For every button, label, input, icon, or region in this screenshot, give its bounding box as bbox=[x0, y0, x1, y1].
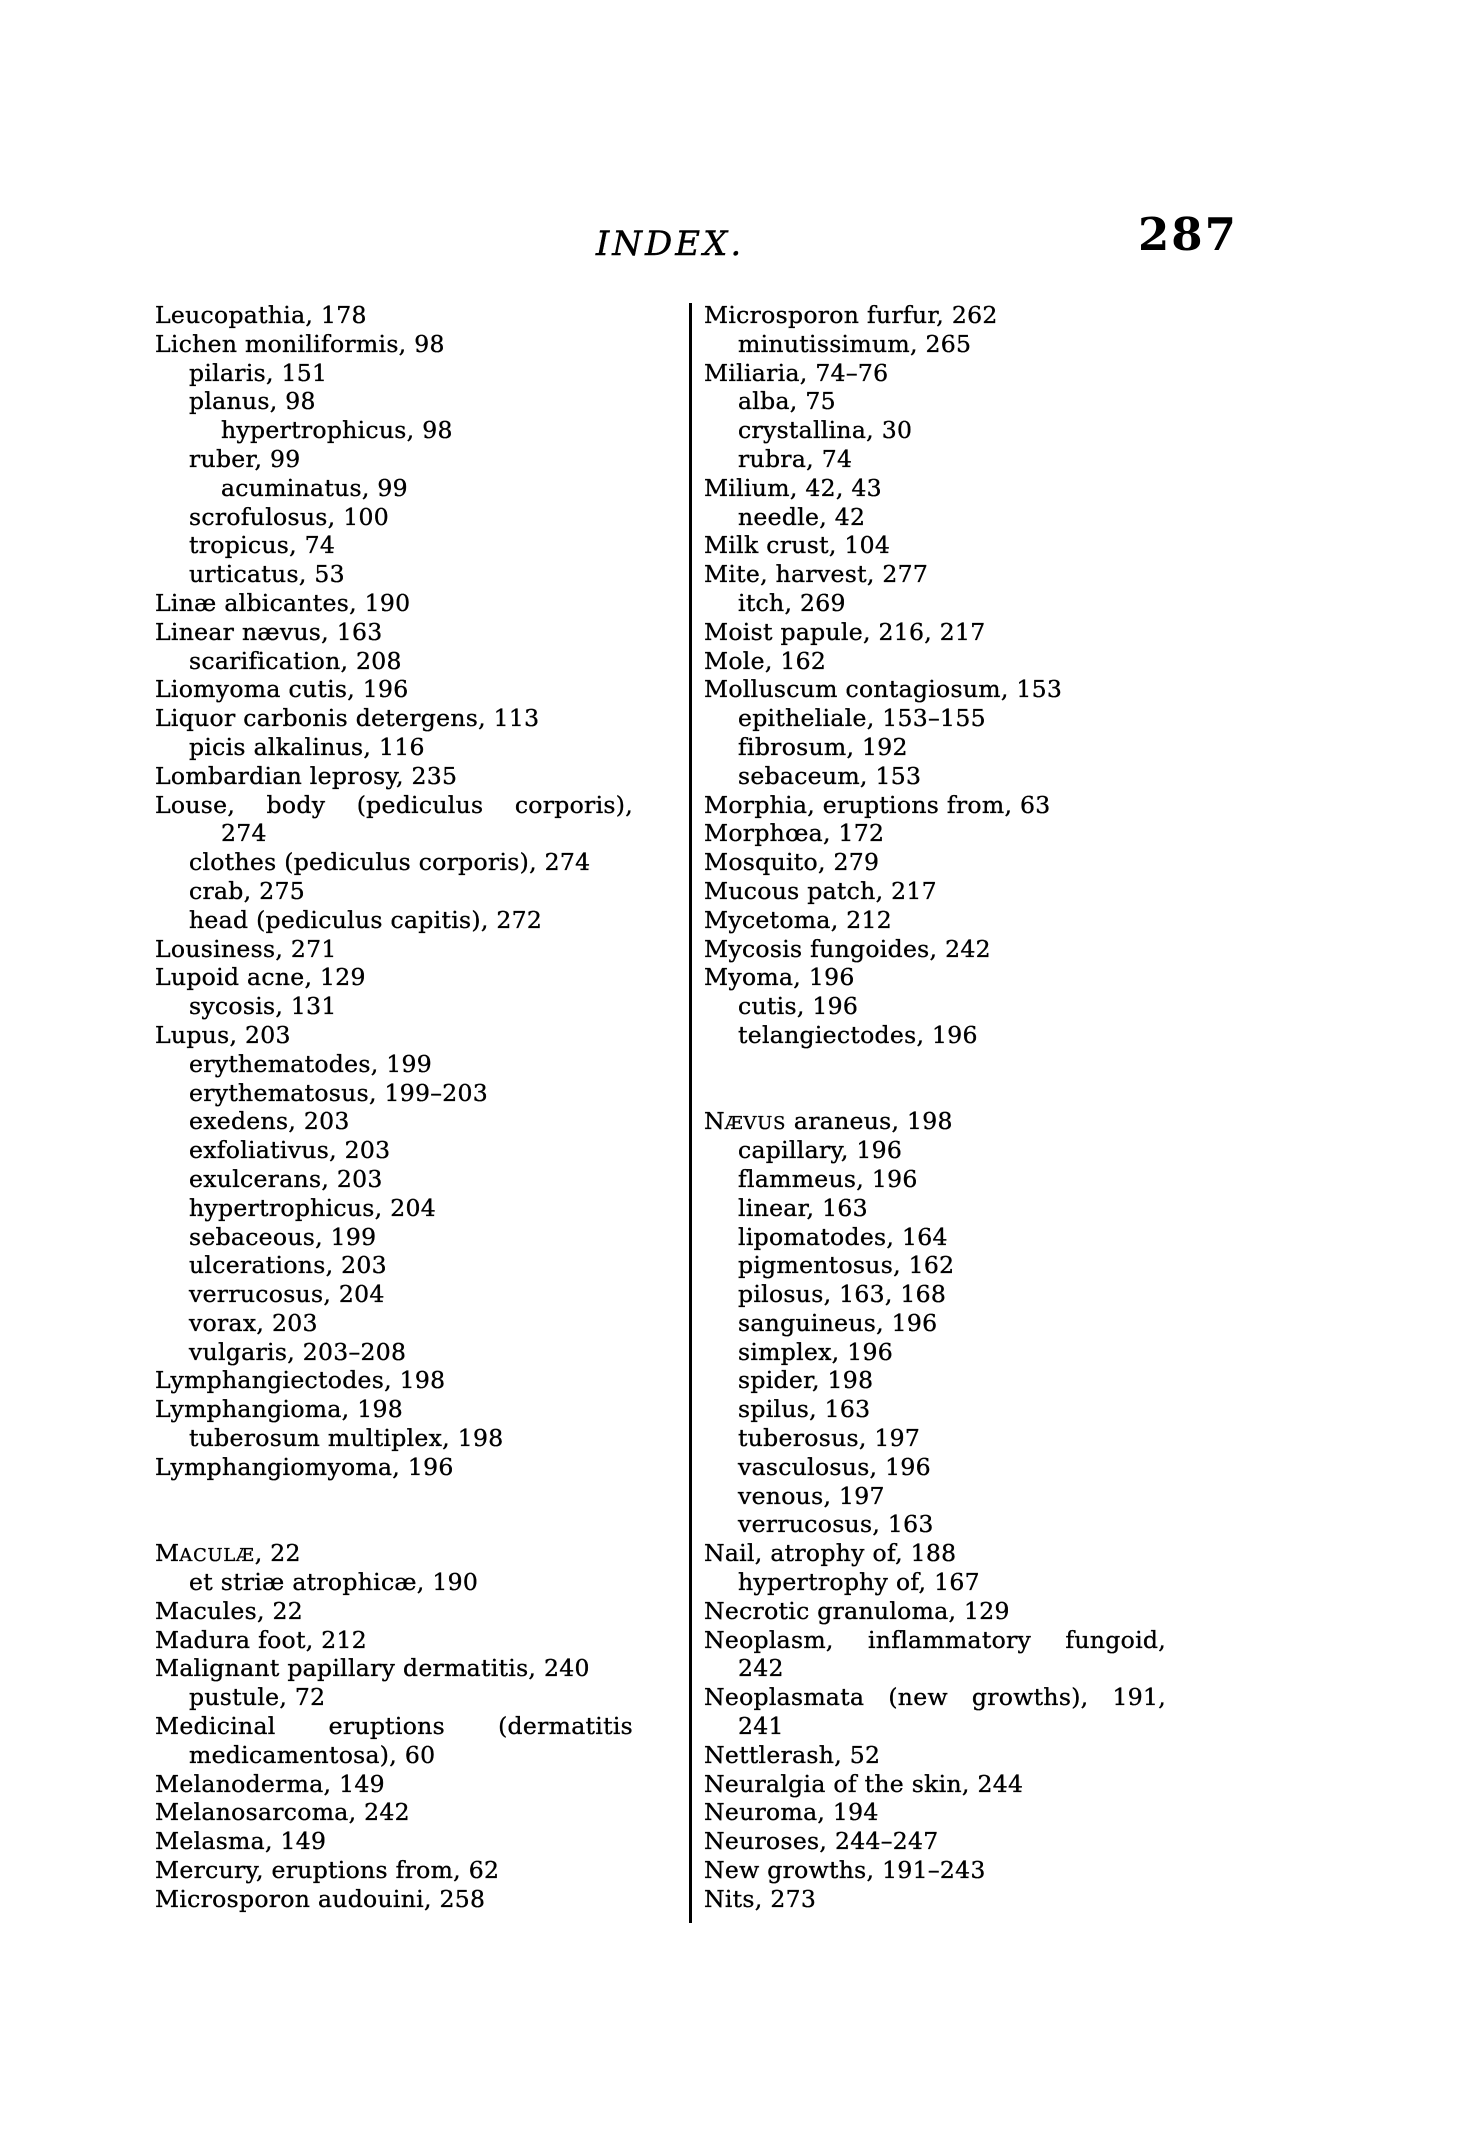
index-line: Liquor carbonis detergens, 113 bbox=[155, 704, 540, 733]
index-line: scarification, 208 bbox=[189, 646, 402, 675]
index-column-right bbox=[704, 301, 1166, 1914]
index-line: vasculosus, 196 bbox=[738, 1452, 931, 1481]
index-line: Lymphangiomyoma, 196 bbox=[155, 1452, 454, 1481]
index-line: clothes (pediculus corporis), 274 bbox=[189, 848, 591, 877]
index-line: capillary, 196 bbox=[738, 1136, 903, 1165]
index-line-part: ÆVUS bbox=[724, 1113, 787, 1135]
index-line: hypertrophicus, 98 bbox=[221, 416, 453, 445]
index-line: sanguineus, 196 bbox=[738, 1308, 938, 1337]
index-line: 241 bbox=[738, 1712, 784, 1741]
index-line: Malignant papillary dermatitis, 240 bbox=[155, 1654, 590, 1683]
index-line-part: araneus, 198 bbox=[786, 1107, 953, 1136]
index-line: Molluscum contagiosum, 153 bbox=[704, 675, 1063, 704]
index-line-part: M bbox=[155, 1539, 180, 1568]
index-line: ulcerations, 203 bbox=[189, 1251, 387, 1280]
index-line: Melasma, 149 bbox=[155, 1827, 327, 1856]
index-line: spider, 198 bbox=[738, 1366, 874, 1395]
index-line: Neuroma, 194 bbox=[704, 1798, 879, 1827]
page-title: INDEX. bbox=[595, 224, 745, 264]
index-line: Neuroses, 244–247 bbox=[704, 1827, 939, 1856]
index-line: Milk crust, 104 bbox=[704, 531, 891, 560]
index-line: Macules, 22 bbox=[155, 1596, 303, 1625]
index-line: Mite, harvest, 277 bbox=[704, 560, 929, 589]
index-line: sebaceous, 199 bbox=[189, 1222, 377, 1251]
index-line: Moist papule, 216, 217 bbox=[704, 617, 986, 646]
index-line: pigmentosus, 162 bbox=[738, 1251, 955, 1280]
index-line: et striæ atrophicæ, 190 bbox=[189, 1568, 479, 1597]
index-line: Lupus, 203 bbox=[155, 1020, 291, 1049]
index-line: Morphœa, 172 bbox=[704, 819, 885, 848]
index-line: 274 bbox=[221, 819, 267, 848]
page-number: 287 bbox=[1138, 208, 1238, 261]
index-line: Medicinal eruptions (dermatitis bbox=[155, 1712, 633, 1741]
index-line: exulcerans, 203 bbox=[189, 1164, 383, 1193]
index-line: medicamentosa), 60 bbox=[189, 1740, 436, 1769]
index-line: minutissimum, 265 bbox=[738, 329, 972, 358]
index-line: sycosis, 131 bbox=[189, 992, 337, 1021]
index-line: lipomatodes, 164 bbox=[738, 1222, 948, 1251]
index-line: Louse, body (pediculus corporis), bbox=[155, 790, 633, 819]
index-line: verrucosus, 204 bbox=[189, 1280, 385, 1309]
index-line: Mycetoma, 212 bbox=[704, 905, 892, 934]
index-line: Melanosarcoma, 242 bbox=[155, 1798, 410, 1827]
index-line: itch, 269 bbox=[738, 588, 846, 617]
index-line: pilaris, 151 bbox=[189, 358, 328, 387]
blank-line bbox=[704, 1079, 1166, 1108]
index-line: Lousiness, 271 bbox=[155, 934, 337, 963]
index-line: Necrotic granuloma, 129 bbox=[704, 1596, 1010, 1625]
index-line: 242 bbox=[738, 1654, 784, 1683]
index-line: Mercury, eruptions from, 62 bbox=[155, 1856, 500, 1885]
index-line: pilosus, 163, 168 bbox=[738, 1280, 947, 1309]
index-line: verrucosus, 163 bbox=[738, 1510, 934, 1539]
index-line: Neuralgia of the skin, 244 bbox=[704, 1769, 1024, 1798]
index-column-left bbox=[155, 301, 633, 1914]
index-line: Morphia, eruptions from, 63 bbox=[704, 790, 1051, 819]
index-line: hypertrophy of, 167 bbox=[738, 1568, 980, 1597]
index-line: tuberosum multiplex, 198 bbox=[189, 1424, 504, 1453]
index-line: epitheliale, 153–155 bbox=[738, 704, 986, 733]
index-line: Linear nævus, 163 bbox=[155, 617, 383, 646]
column-divider-rule bbox=[689, 303, 692, 1923]
index-line: exfoliativus, 203 bbox=[189, 1136, 391, 1165]
index-line: Nettlerash, 52 bbox=[704, 1740, 881, 1769]
index-line: Mole, 162 bbox=[704, 646, 827, 675]
index-line: Nits, 273 bbox=[704, 1884, 817, 1913]
index-line: erythematosus, 199–203 bbox=[189, 1078, 489, 1107]
index-line: sebaceum, 153 bbox=[738, 761, 922, 790]
blank-line bbox=[155, 1510, 633, 1539]
index-line: Neoplasmata (new growths), 191, bbox=[704, 1683, 1166, 1712]
index-line: vulgaris, 203–208 bbox=[189, 1337, 407, 1366]
index-line: Leucopathia, 178 bbox=[155, 301, 367, 329]
index-line: ruber, 99 bbox=[189, 444, 301, 473]
index-line: Mucous patch, 217 bbox=[704, 876, 937, 905]
index-line: spilus, 163 bbox=[738, 1395, 871, 1424]
index-line: Microsporon audouini, 258 bbox=[155, 1884, 486, 1913]
index-line: Mycosis fungoides, 242 bbox=[704, 934, 991, 963]
index-line: telangiectodes, 196 bbox=[738, 1020, 978, 1049]
index-line: Lombardian leprosy, 235 bbox=[155, 761, 458, 790]
index-line: head (pediculus capitis), 272 bbox=[189, 905, 543, 934]
index-line: tropicus, 74 bbox=[189, 531, 336, 560]
index-line: rubra, 74 bbox=[738, 444, 853, 473]
index-line: Milium, 42, 43 bbox=[704, 473, 882, 502]
index-line: Lichen moniliformis, 98 bbox=[155, 329, 445, 358]
index-line: flammeus, 196 bbox=[738, 1164, 918, 1193]
index-line bbox=[704, 1107, 1166, 1136]
index-line: Melanoderma, 149 bbox=[155, 1769, 385, 1798]
index-line: tuberosus, 197 bbox=[738, 1424, 921, 1453]
index-line: crystallina, 30 bbox=[738, 416, 913, 445]
index-line: New growths, 191–243 bbox=[704, 1856, 986, 1885]
index-line: pustule, 72 bbox=[189, 1683, 326, 1712]
index-line: Liomyoma cutis, 196 bbox=[155, 675, 409, 704]
index-line: Lupoid acne, 129 bbox=[155, 963, 366, 992]
index-line: cutis, 196 bbox=[738, 992, 859, 1021]
index-line bbox=[155, 1539, 633, 1568]
index-line: linear, 163 bbox=[738, 1193, 868, 1222]
index-line: picis alkalinus, 116 bbox=[189, 732, 425, 761]
index-line: Neoplasm, inflammatory fungoid, bbox=[704, 1625, 1166, 1654]
index-line: exedens, 203 bbox=[189, 1107, 350, 1136]
index-line: fibrosum, 192 bbox=[738, 732, 908, 761]
index-line: Linæ albicantes, 190 bbox=[155, 588, 411, 617]
index-line: urticatus, 53 bbox=[189, 560, 345, 589]
index-line: Mosquito, 279 bbox=[704, 848, 880, 877]
index-line: hypertrophicus, 204 bbox=[189, 1193, 436, 1222]
index-line: crab, 275 bbox=[189, 876, 305, 905]
index-line: Miliaria, 74–76 bbox=[704, 358, 889, 387]
index-line: Nail, atrophy of, 188 bbox=[704, 1539, 957, 1568]
index-line: erythematodes, 199 bbox=[189, 1049, 432, 1078]
index-line: scrofulosus, 100 bbox=[189, 502, 389, 531]
index-line: Myoma, 196 bbox=[704, 963, 855, 992]
index-line: planus, 98 bbox=[189, 387, 316, 416]
index-line-part: ACULÆ bbox=[179, 1545, 255, 1567]
index-line-part: N bbox=[704, 1107, 725, 1136]
blank-line bbox=[155, 1482, 633, 1511]
index-line-part: , 22 bbox=[254, 1539, 301, 1568]
index-line: Lymphangioma, 198 bbox=[155, 1395, 403, 1424]
blank-line bbox=[704, 1050, 1166, 1079]
index-line: venous, 197 bbox=[738, 1481, 885, 1510]
index-line: Lymphangiectodes, 198 bbox=[155, 1366, 446, 1395]
index-line: Microsporon furfur, 262 bbox=[704, 301, 998, 329]
index-line: vorax, 203 bbox=[189, 1308, 318, 1337]
index-line: Madura foot, 212 bbox=[155, 1625, 367, 1654]
index-line: alba, 75 bbox=[738, 387, 836, 416]
index-line: needle, 42 bbox=[738, 502, 866, 531]
index-line: acuminatus, 99 bbox=[221, 473, 408, 502]
index-line: simplex, 196 bbox=[738, 1337, 893, 1366]
